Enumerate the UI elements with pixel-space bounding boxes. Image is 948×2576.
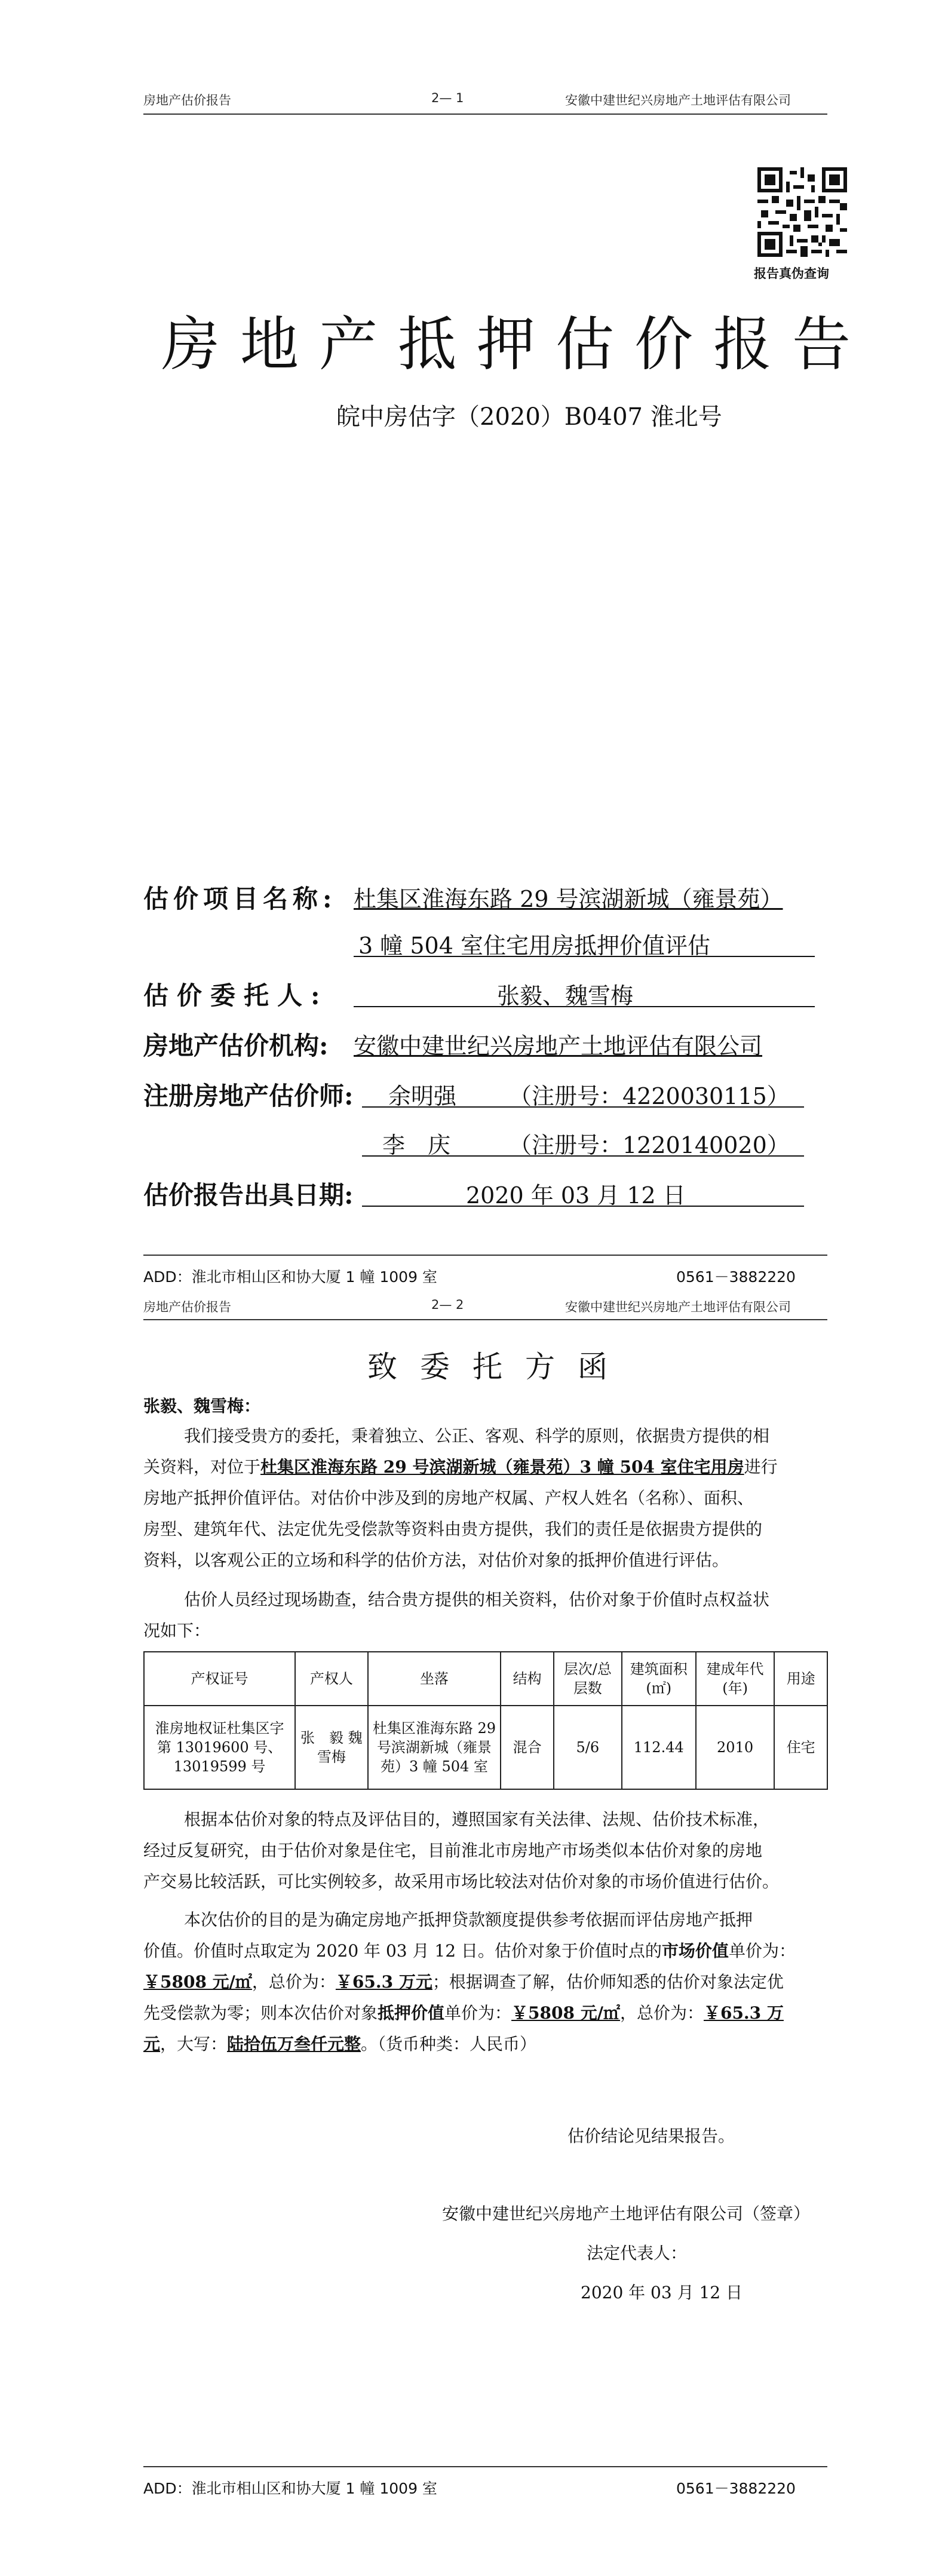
para2-line2: 况如下： xyxy=(143,1621,211,1640)
legal-representative: 法定代表人： xyxy=(587,2243,688,2263)
para1-line5: 资料，以客观公正的立场和科学的估价方法，对估价对象的抵押价值进行评估。 xyxy=(143,1550,729,1570)
header-page-number: 2— 2 xyxy=(431,1298,464,1312)
signature-company: 安徽中建世纪兴房地产土地评估有限公司（签章） xyxy=(442,2204,811,2224)
mortgage-total-price: ￥65.3 万 xyxy=(703,2003,784,2023)
table-header-cell: 结构 xyxy=(501,1652,554,1706)
para4-line5: 元，大写：陆拾伍万叁仟元整。（货币种类：人民币） xyxy=(143,2034,537,2054)
table-row xyxy=(144,1706,827,1789)
table-header-cell: 建筑面积(㎡) xyxy=(622,1652,696,1706)
market-total-price: ￥65.3 万元 xyxy=(335,1972,432,1992)
project-line2-underline xyxy=(354,956,815,957)
para1-line4: 房型、建筑年代、法定优先受偿款等资料由贵方提供，我们的责任是依据贵方提供的 xyxy=(143,1519,763,1539)
client-underline xyxy=(354,1006,815,1007)
market-unit-price: ￥5808 元/㎡ xyxy=(143,1972,252,1992)
appraiser-label: 注册房地产估价师: xyxy=(143,1081,354,1111)
client-value: 张毅、魏雪梅 xyxy=(497,983,634,1009)
report-date-value: 2020 年 03 月 12 日 xyxy=(466,1182,686,1209)
table-header-cell: 产权人 xyxy=(295,1652,367,1706)
report-date-label: 估价报告出具日期: xyxy=(143,1180,354,1210)
para3-line1: 根据本估价对象的特点及评估目的，遵照国家有关法律、法规、估价技术标准， xyxy=(184,1810,770,1829)
para1-line3: 房地产抵押价值评估。对估价中涉及到的房地产权属、产权人姓名（名称）、面积、 xyxy=(143,1488,754,1508)
footer-phone: 0561－3882220 xyxy=(676,1268,796,1286)
table-header-cell: 坐落 xyxy=(368,1652,501,1706)
appraiser2-underline xyxy=(362,1155,804,1157)
table-cell: 淮房地权证杜集区字第 13019600 号、13019599 号 xyxy=(144,1706,295,1789)
report-date-underline xyxy=(362,1206,804,1207)
document-number: 皖中房估字（2020）B0407 淮北号 xyxy=(336,403,722,431)
para1-line2: 关资料，对位于杜集区淮海东路 29 号滨湖新城（雍景苑）3 幢 504 室住宅用房进行 xyxy=(143,1457,778,1477)
header-rule xyxy=(143,1319,827,1320)
client-label: 估价委托人: xyxy=(143,981,329,1010)
appraiser1-registration: （注册号：4220030115） xyxy=(509,1083,790,1109)
header-right: 安徽中建世纪兴房地产土地评估有限公司 xyxy=(565,1300,791,1314)
salutation: 张毅、魏雪梅： xyxy=(143,1396,261,1416)
header-page-number: 2— 1 xyxy=(431,91,464,105)
signature-date: 2020 年 03 月 12 日 xyxy=(581,2283,743,2302)
appraiser1-underline xyxy=(362,1106,804,1108)
table-cell: 2010 xyxy=(696,1706,775,1789)
footer-rule xyxy=(143,1255,827,1256)
project-name-line1: 杜集区淮海东路 29 号滨湖新城（雍景苑） xyxy=(354,886,783,912)
amount-in-words: 陆拾伍万叁仟元整 xyxy=(227,2034,361,2054)
property-address: 杜集区淮海东路 29 号滨湖新城（雍景苑）3 幢 504 室住宅用房 xyxy=(260,1457,744,1477)
conclusion-note: 估价结论见结果报告。 xyxy=(567,2126,735,2146)
header-left: 房地产估价报告 xyxy=(143,93,231,108)
para3-line2: 经过反复研究，由于估价对象是住宅，目前淮北市房地产市场类似本估价对象的房地 xyxy=(143,1841,763,1860)
header-rule xyxy=(143,114,827,115)
agency-label: 房地产估价机构: xyxy=(143,1031,329,1060)
para3-line3: 产交易比较活跃，可比实例较多，故采用市场比较法对估价对象的市场价值进行估价。 xyxy=(143,1872,780,1891)
table-cell: 5/6 xyxy=(554,1706,622,1789)
table-header-cell: 建成年代(年) xyxy=(696,1652,775,1706)
appraiser1-name: 余明强 xyxy=(388,1083,457,1109)
mortgage-unit-price: ￥5808 元/㎡ xyxy=(511,2003,620,2023)
project-name-line2: 3 幢 504 室住宅用房抵押价值评估 xyxy=(358,933,710,959)
table-cell: 112.44 xyxy=(622,1706,696,1789)
footer-rule xyxy=(143,2466,827,2467)
report-title: 房地产抵押估价报告 xyxy=(161,311,872,379)
table-cell: 混合 xyxy=(501,1706,554,1789)
para4-line1: 本次估价的目的是为确定房地产抵押贷款额度提供参考依据而评估房地产抵押 xyxy=(184,1910,753,1930)
appraiser2-registration: （注册号：1220140020） xyxy=(509,1132,790,1158)
header-left: 房地产估价报告 xyxy=(143,1300,231,1314)
header-right: 安徽中建世纪兴房地产土地评估有限公司 xyxy=(565,93,791,108)
para4-line2: 价值。价值时点取定为 2020 年 03 月 12 日。估价对象于价值时点的市场价值单价为： xyxy=(143,1941,796,1961)
para4-line4: 先受偿款为零；则本次估价对象抵押价值单价为：￥5808 元/㎡，总价为：￥65.3 万 xyxy=(143,2003,784,2023)
agency-value: 安徽中建世纪兴房地产土地评估有限公司 xyxy=(354,1033,763,1059)
qr-caption: 报告真伪查询 xyxy=(754,266,829,281)
property-table xyxy=(143,1651,828,1790)
footer-phone: 0561－3882220 xyxy=(676,2480,796,2497)
table-cell: 住宅 xyxy=(774,1706,827,1789)
footer-address: ADD：淮北市相山区和协大厦 1 幢 1009 室 xyxy=(143,1268,437,1286)
table-header-cell: 用途 xyxy=(774,1652,827,1706)
letter-title: 致委托方函 xyxy=(367,1350,630,1384)
para2-line1: 估价人员经过现场勘查，结合贵方提供的相关资料，估价对象于价值时点权益状 xyxy=(184,1590,770,1609)
table-cell: 张 毅 魏雪梅 xyxy=(295,1706,367,1789)
appraiser2-name: 李 庆 xyxy=(382,1132,451,1158)
project-name-label: 估价项目名称: xyxy=(143,884,337,913)
table-header-cell: 层次/总层数 xyxy=(554,1652,622,1706)
footer-address: ADD：淮北市相山区和协大厦 1 幢 1009 室 xyxy=(143,2480,437,2497)
table-cell: 杜集区淮海东路 29 号滨湖新城（雍景苑）3 幢 504 室 xyxy=(368,1706,501,1789)
qr-code-icon xyxy=(757,167,847,257)
table-header-cell: 产权证号 xyxy=(144,1652,295,1706)
table-header-row xyxy=(144,1652,827,1706)
para4-line3: ￥5808 元/㎡，总价为：￥65.3 万元；根据调查了解，估价师知悉的估价对象法定优 xyxy=(143,1972,784,1992)
para1-line1: 我们接受贵方的委托，秉着独立、公正、客观、科学的原则，依据贵方提供的相 xyxy=(184,1426,770,1446)
